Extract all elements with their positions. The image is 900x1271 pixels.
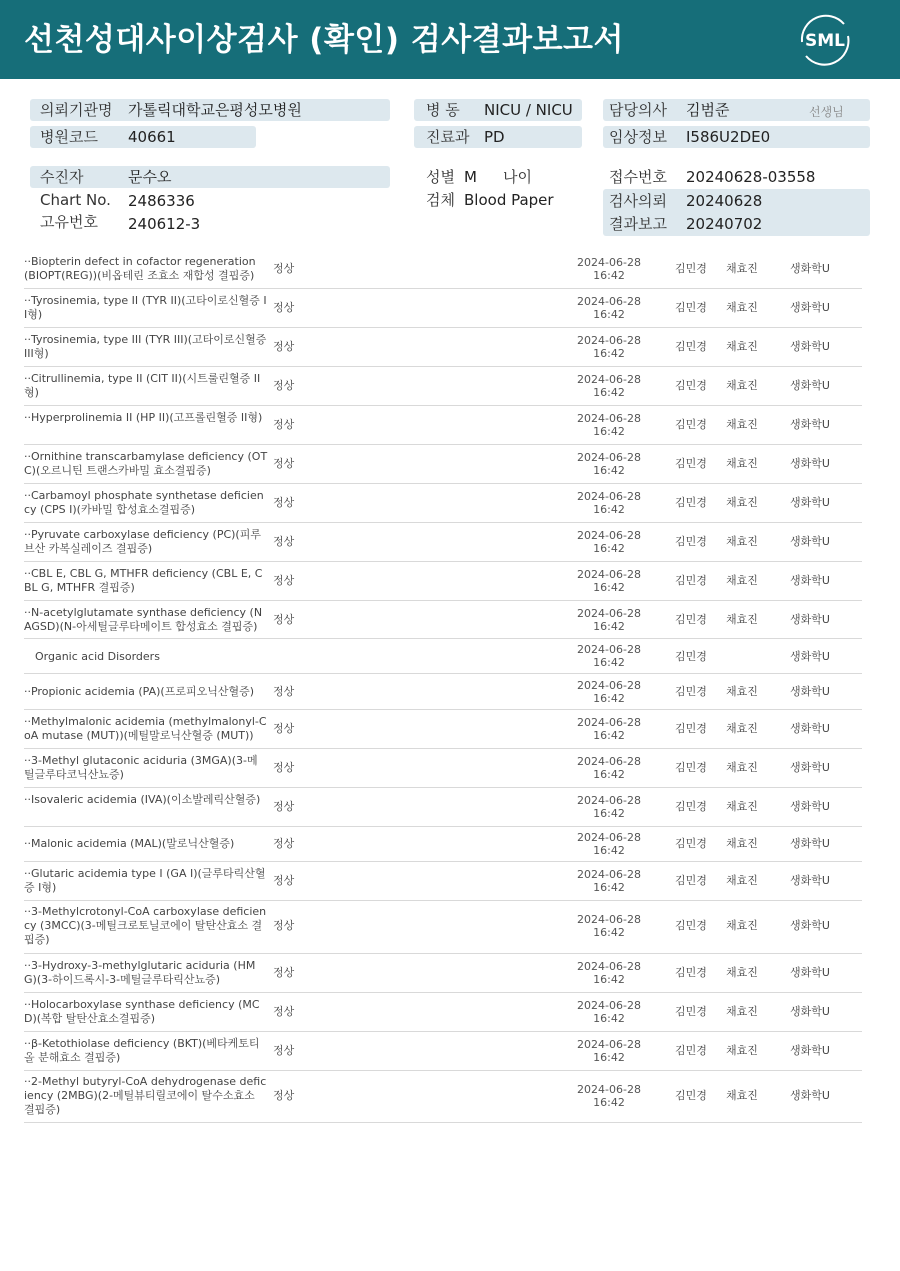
tester-name: 김민경 (675, 874, 707, 887)
reviewer-name: 채효진 (726, 685, 758, 698)
test-date: 2024-06-28 (577, 334, 641, 347)
test-date: 2024-06-28 (577, 831, 641, 844)
table-row (24, 862, 862, 901)
department: 생화학U (790, 837, 830, 850)
test-datetime (572, 295, 646, 321)
test-result: 정상 (273, 418, 295, 431)
test-datetime (572, 868, 646, 894)
department: 생화학U (790, 919, 830, 932)
reviewer-name: 채효진 (726, 874, 758, 887)
test-result: 정상 (273, 837, 295, 850)
test-date: 2024-06-28 (577, 607, 641, 620)
test-datetime (572, 1083, 646, 1109)
test-datetime (572, 412, 646, 438)
test-datetime (572, 490, 646, 516)
department: 생화학U (790, 966, 830, 979)
test-date: 2024-06-28 (577, 913, 641, 926)
test-name: ··Ornithine transcarbamylase deficiency (OTC)(오르니틴 트랜스카바밀 효소결핍증) (24, 450, 268, 477)
receipt-value: 20240628-03558 (686, 168, 816, 186)
report-value: 20240702 (686, 215, 763, 233)
test-name: ··Hyperprolinemia II (HP II)(고프롤린혈증 II형) (24, 411, 263, 424)
specimen-value: Blood Paper (464, 191, 554, 209)
institution-label: 의뢰기관명 (40, 101, 113, 119)
table-row (24, 445, 862, 484)
test-date: 2024-06-28 (577, 868, 641, 881)
table-row (24, 1032, 862, 1071)
test-name: ··CBL E, CBL G, MTHFR deficiency (CBL E, CBL G, MTHFR 결핍증) (24, 567, 263, 594)
tester-name: 김민경 (675, 1089, 707, 1102)
sex-value: M (464, 168, 477, 186)
test-datetime (572, 755, 646, 781)
test-name: ··β-Ketothiolase deficiency (BKT)(베타케토티올 분해효소 결핍증) (24, 1037, 260, 1064)
table-row (24, 639, 862, 674)
test-result: 정상 (273, 535, 295, 548)
reviewer-name: 채효진 (726, 837, 758, 850)
table-row (24, 250, 862, 289)
test-datetime (572, 999, 646, 1025)
test-datetime (572, 1038, 646, 1064)
table-row (24, 954, 862, 993)
reviewer-name: 채효진 (726, 262, 758, 275)
dept-value: PD (484, 128, 505, 146)
reviewer-name: 채효진 (726, 574, 758, 587)
test-datetime (572, 568, 646, 594)
test-datetime (572, 913, 646, 939)
department: 생화학U (790, 761, 830, 774)
test-date: 2024-06-28 (577, 490, 641, 503)
test-name: ··Carbamoyl phosphate synthetase deficiency (CPS I)(카바밀 합성효소결핍증) (24, 489, 264, 516)
test-result: 정상 (273, 496, 295, 509)
table-row (24, 523, 862, 562)
test-date: 2024-06-28 (577, 295, 641, 308)
test-time: 16:42 (593, 308, 625, 321)
department: 생화학U (790, 262, 830, 275)
test-date: 2024-06-28 (577, 755, 641, 768)
reviewer-name: 채효진 (726, 800, 758, 813)
department: 생화학U (790, 340, 830, 353)
test-date: 2024-06-28 (577, 373, 641, 386)
department: 생화학U (790, 685, 830, 698)
department: 생화학U (790, 613, 830, 626)
department: 생화학U (790, 379, 830, 392)
age-label: 나이 (503, 168, 532, 186)
test-time: 16:42 (593, 386, 625, 399)
results-table (24, 250, 862, 1123)
test-date: 2024-06-28 (577, 412, 641, 425)
report-header (0, 0, 900, 79)
test-date: 2024-06-28 (577, 529, 641, 542)
test-date: 2024-06-28 (577, 716, 641, 729)
test-name: ··Propionic acidemia (PA)(프로피오닉산혈증) (24, 685, 255, 698)
dept-label: 진료과 (426, 128, 470, 146)
department: 생화학U (790, 418, 830, 431)
test-date: 2024-06-28 (577, 568, 641, 581)
reviewer-name: 채효진 (726, 722, 758, 735)
department: 생화학U (790, 874, 830, 887)
department: 생화학U (790, 1005, 830, 1018)
test-time: 16:42 (593, 1051, 625, 1064)
report-label: 결과보고 (609, 215, 667, 233)
unique-value: 240612-3 (128, 215, 201, 233)
sml-logo (796, 12, 854, 66)
test-date: 2024-06-28 (577, 256, 641, 269)
reviewer-name: 채효진 (726, 919, 758, 932)
test-time: 16:42 (593, 1012, 625, 1025)
tester-name: 김민경 (675, 761, 707, 774)
doctor-value: 김범준 (686, 101, 730, 119)
tester-name: 김민경 (675, 301, 707, 314)
reviewer-name: 채효진 (726, 535, 758, 548)
tester-name: 김민경 (675, 650, 707, 663)
table-row (24, 289, 862, 328)
table-row (24, 749, 862, 788)
test-result: 정상 (273, 379, 295, 392)
table-row (24, 993, 862, 1032)
test-name: ··Glutaric acidemia type I (GA I)(글루타릭산혈증 I형) (24, 867, 266, 894)
sex-label: 성별 (426, 168, 455, 186)
test-time: 16:42 (593, 269, 625, 282)
tester-name: 김민경 (675, 535, 707, 548)
test-result: 정상 (273, 613, 295, 626)
test-time: 16:42 (593, 1096, 625, 1109)
reviewer-name: 채효진 (726, 496, 758, 509)
test-name: ··Malonic acidemia (MAL)(말로닉산혈증) (24, 837, 235, 850)
department: 생화학U (790, 1044, 830, 1057)
test-date: 2024-06-28 (577, 451, 641, 464)
department: 생화학U (790, 301, 830, 314)
test-date: 2024-06-28 (577, 643, 641, 656)
test-name: ··Citrullinemia, type II (CIT II)(시트룰린혈증 II형) (24, 372, 261, 399)
clinical-label: 임상정보 (609, 128, 667, 146)
test-name: ··Tyrosinemia, type III (TYR III)(고타이로신혈증 III형) (24, 333, 267, 360)
tester-name: 김민경 (675, 613, 707, 626)
tester-name: 김민경 (675, 1005, 707, 1018)
tester-name: 김민경 (675, 496, 707, 509)
test-result: 정상 (273, 1044, 295, 1057)
test-name: ··Isovaleric acidemia (IVA)(이소발레릭산혈증) (24, 793, 261, 806)
tester-name: 김민경 (675, 262, 707, 275)
table-row (24, 901, 862, 954)
table-row (24, 328, 862, 367)
test-time: 16:42 (593, 581, 625, 594)
reviewer-name: 채효진 (726, 761, 758, 774)
request-label: 검사의뢰 (609, 192, 667, 210)
test-name: ··Holocarboxylase synthase deficiency (MCD)(복합 탈탄산효소결핍증) (24, 998, 260, 1025)
patient-value: 문수오 (128, 168, 172, 186)
doctor-label: 담당의사 (609, 101, 667, 119)
test-result: 정상 (273, 574, 295, 587)
request-value: 20240628 (686, 192, 763, 210)
test-group-name: Organic acid Disorders (35, 650, 160, 663)
test-name: ··Pyruvate carboxylase deficiency (PC)(피루브산 카복실레이즈 결핍증) (24, 528, 261, 555)
test-result: 정상 (273, 262, 295, 275)
test-name: ··3-Hydroxy-3-methylglutaric aciduria (HMG)(3-하이드록시-3-메틸글루타릭산뇨증) (24, 959, 256, 986)
ward-value: NICU / NICU (484, 101, 573, 119)
test-time: 16:42 (593, 620, 625, 633)
tester-name: 김민경 (675, 457, 707, 470)
table-row (24, 674, 862, 710)
test-result: 정상 (273, 966, 295, 979)
tester-name: 김민경 (675, 837, 707, 850)
test-name: ··2-Methyl butyryl-CoA dehydrogenase deficiency (2MBG)(2-메틸뷰티릴코에이 탈수소효소 결핍증) (24, 1075, 267, 1116)
test-time: 16:42 (593, 926, 625, 939)
table-row (24, 827, 862, 862)
test-name: ··N-acetylglutamate synthase deficiency (NAGSD)(N-아세틸글루타메이트 합성효소 결핍증) (24, 606, 263, 633)
test-result: 정상 (273, 301, 295, 314)
sml-logo-text: SML (805, 31, 845, 51)
reviewer-name: 채효진 (726, 1089, 758, 1102)
specimen-label: 검체 (426, 191, 455, 209)
department: 생화학U (790, 496, 830, 509)
test-name: ··Tyrosinemia, type II (TYR II)(고타이로신혈증 II형) (24, 294, 267, 321)
unique-label: 고유번호 (40, 213, 98, 231)
test-time: 16:42 (593, 425, 625, 438)
test-time: 16:42 (593, 973, 625, 986)
table-row (24, 788, 862, 827)
test-datetime (572, 373, 646, 399)
test-time: 16:42 (593, 768, 625, 781)
test-result: 정상 (273, 761, 295, 774)
table-row (24, 367, 862, 406)
department: 생화학U (790, 800, 830, 813)
table-row (24, 484, 862, 523)
test-datetime (572, 334, 646, 360)
test-datetime (572, 794, 646, 820)
department: 생화학U (790, 457, 830, 470)
test-name: ··3-Methylcrotonyl-CoA carboxylase deficiency (3MCC)(3-메틸크로토닐코에이 탈탄산효소 결핍증) (24, 905, 267, 946)
table-row (24, 406, 862, 445)
test-date: 2024-06-28 (577, 960, 641, 973)
tester-name: 김민경 (675, 685, 707, 698)
table-row (24, 601, 862, 639)
table-row (24, 710, 862, 749)
test-time: 16:42 (593, 542, 625, 555)
test-datetime (572, 960, 646, 986)
test-date: 2024-06-28 (577, 1083, 641, 1096)
tester-name: 김민경 (675, 340, 707, 353)
test-time: 16:42 (593, 881, 625, 894)
ward-label: 병 동 (426, 101, 460, 119)
report-title: 선천성대사이상검사 (확인) 검사결과보고서 (24, 22, 624, 58)
tester-name: 김민경 (675, 379, 707, 392)
test-name: ··Methylmalonic acidemia (methylmalonyl-CoA mutase (MUT))(메틸말로닉산혈증 (MUT)) (24, 715, 267, 742)
table-row (24, 1071, 862, 1123)
reviewer-name: 채효진 (726, 1044, 758, 1057)
reviewer-name: 채효진 (726, 1005, 758, 1018)
department: 생화학U (790, 535, 830, 548)
test-time: 16:42 (593, 347, 625, 360)
receipt-label: 접수번호 (609, 168, 667, 186)
reviewer-name: 채효진 (726, 418, 758, 431)
test-time: 16:42 (593, 729, 625, 742)
test-time: 16:42 (593, 656, 625, 669)
test-result: 정상 (273, 340, 295, 353)
test-date: 2024-06-28 (577, 1038, 641, 1051)
table-row (24, 562, 862, 601)
reviewer-name: 채효진 (726, 301, 758, 314)
test-result: 정상 (273, 685, 295, 698)
test-datetime (572, 716, 646, 742)
patient-label: 수진자 (40, 168, 84, 186)
test-date: 2024-06-28 (577, 679, 641, 692)
hospital-code-value: 40661 (128, 128, 176, 146)
test-datetime (572, 256, 646, 282)
test-result: 정상 (273, 919, 295, 932)
tester-name: 김민경 (675, 722, 707, 735)
chart-value: 2486336 (128, 192, 195, 210)
test-result: 정상 (273, 457, 295, 470)
test-result: 정상 (273, 874, 295, 887)
test-name: ··Biopterin defect in cofactor regeneration (BIOPT(REG))(비옵테린 조효소 재합성 결핍증) (24, 255, 256, 282)
department: 생화학U (790, 722, 830, 735)
test-datetime (572, 831, 646, 857)
chart-label: Chart No. (40, 191, 111, 209)
test-datetime (572, 643, 646, 669)
institution-value: 가톨릭대학교은평성모병원 (128, 101, 302, 119)
doctor-suffix: 선생님 (809, 105, 844, 119)
test-result: 정상 (273, 800, 295, 813)
test-date: 2024-06-28 (577, 999, 641, 1012)
tester-name: 김민경 (675, 800, 707, 813)
reviewer-name: 채효진 (726, 613, 758, 626)
test-date: 2024-06-28 (577, 794, 641, 807)
department: 생화학U (790, 574, 830, 587)
test-datetime (572, 679, 646, 705)
department: 생화학U (790, 1089, 830, 1102)
test-name: ··3-Methyl glutaconic aciduria (3MGA)(3-메틸글루타코닉산뇨증) (24, 754, 258, 781)
test-datetime (572, 529, 646, 555)
test-datetime (572, 451, 646, 477)
test-time: 16:42 (593, 844, 625, 857)
clinical-value: I586U2DE0 (686, 128, 771, 146)
test-result: 정상 (273, 1089, 295, 1102)
test-result: 정상 (273, 1005, 295, 1018)
tester-name: 김민경 (675, 966, 707, 979)
test-time: 16:42 (593, 464, 625, 477)
patient-bar (30, 166, 390, 188)
tester-name: 김민경 (675, 919, 707, 932)
reviewer-name: 채효진 (726, 966, 758, 979)
test-time: 16:42 (593, 692, 625, 705)
department: 생화학U (790, 650, 830, 663)
test-time: 16:42 (593, 807, 625, 820)
test-datetime (572, 607, 646, 633)
test-time: 16:42 (593, 503, 625, 516)
reviewer-name: 채효진 (726, 340, 758, 353)
reviewer-name: 채효진 (726, 457, 758, 470)
hospital-code-label: 병원코드 (40, 128, 98, 146)
tester-name: 김민경 (675, 574, 707, 587)
reviewer-name: 채효진 (726, 379, 758, 392)
tester-name: 김민경 (675, 1044, 707, 1057)
test-result: 정상 (273, 722, 295, 735)
tester-name: 김민경 (675, 418, 707, 431)
